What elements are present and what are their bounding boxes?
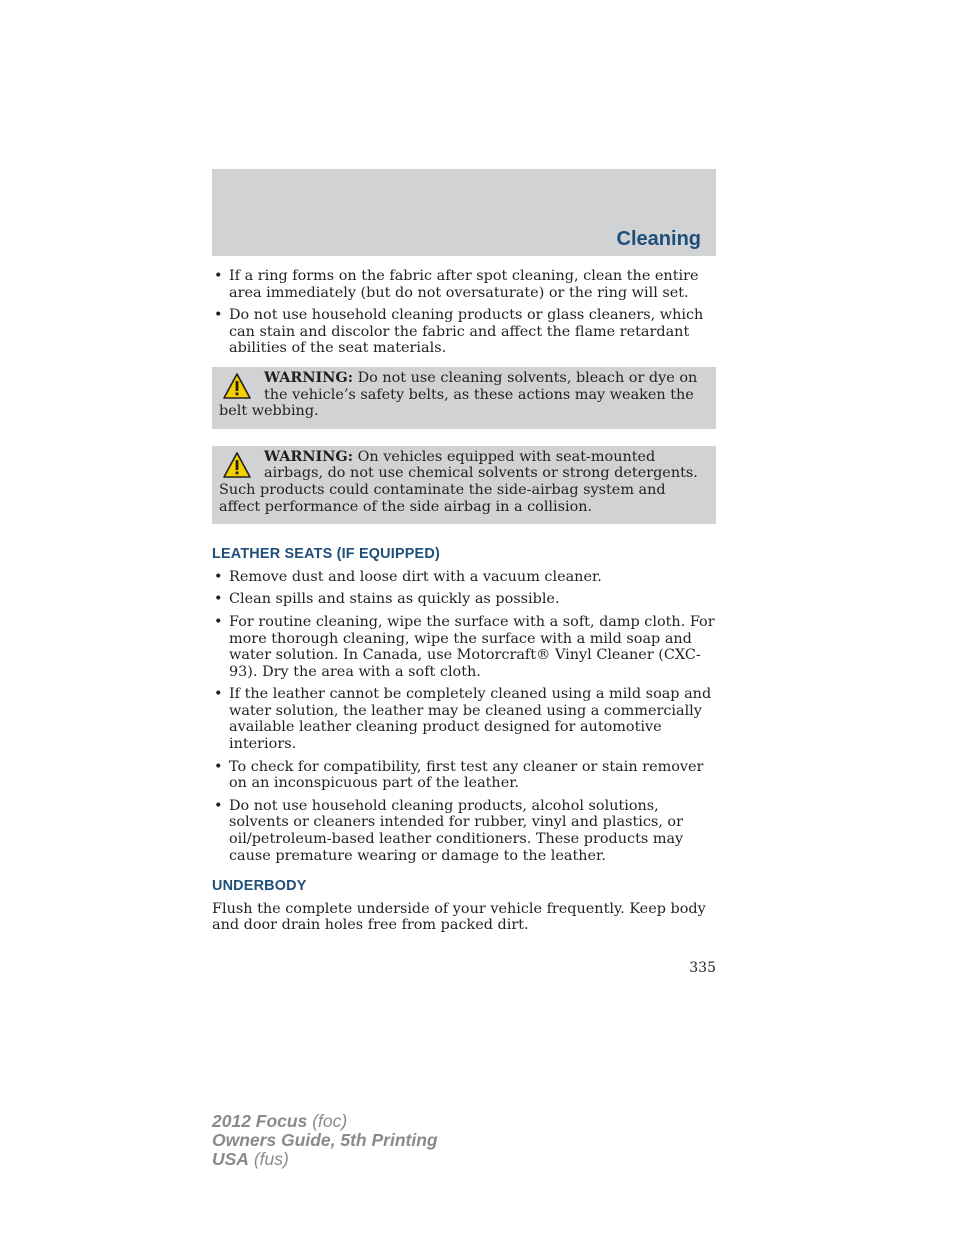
- list-item: • Do not use household cleaning products or glass cleaners, which can stain and discolor the fabric and affect the flame retardant abilities of the seat materials.: [212, 307, 716, 357]
- footer-market-code: (fus): [248, 1149, 289, 1169]
- page-number: 335: [689, 960, 716, 976]
- footer-model-code: (foc): [307, 1111, 348, 1131]
- underbody-paragraph: Flush the complete underside of your vehicle frequently. Keep body and door drain holes free from packed dirt.: [212, 900, 706, 934]
- warning-text: On vehicles equipped with seat-mounted airbags, do not use chemical solvents or strong detergents. Such products could contaminate the side-airbag system and affect performance of the side airbag in a collision.: [219, 448, 698, 515]
- warning-label: WARNING:: [264, 447, 354, 465]
- warning-label: WARNING:: [264, 368, 354, 386]
- document-footer: [212, 1112, 438, 1169]
- warning-box-safety-belts: [212, 367, 716, 429]
- list-item: • Remove dust and loose dirt with a vacuum cleaner.: [212, 569, 716, 586]
- list-item: • To check for compatibility, first test any cleaner or stain remover on an inconspicuous part of the leather.: [212, 759, 716, 792]
- leather-bullet-list: [212, 569, 716, 865]
- warning-text: Do not use cleaning solvents, bleach or dye on the vehicle’s safety belts, as these actions may weaken the belt webbing.: [219, 369, 698, 420]
- footer-market: USA: [212, 1149, 249, 1169]
- leather-seats-heading: LEATHER SEATS (IF EQUIPPED): [212, 546, 440, 563]
- list-item: • For routine cleaning, wipe the surface with a soft, damp cloth. For more thorough cleaning, wipe the surface with a mild soap and water solution. In Canada, use Motorcraft® Vinyl Cleaner (CXC-93). Dry the area with a soft cloth.: [212, 614, 716, 680]
- warning-triangle-icon: [222, 451, 252, 479]
- section-header-band: [212, 169, 716, 256]
- footer-guide-edition: Owners Guide, 5th Printing: [212, 1130, 438, 1150]
- list-item: • Do not use household cleaning products, alcohol solutions, solvents or cleaners intended for rubber, vinyl and plastics, or oil/petroleum-based leather conditioners. These products may cause premature wearing or damage to the leather.: [212, 798, 716, 864]
- page-content: [212, 268, 716, 934]
- underbody-heading: UNDERBODY: [212, 878, 307, 895]
- section-title: Cleaning: [616, 228, 701, 250]
- intro-bullet-list: [212, 268, 716, 357]
- list-item: • If a ring forms on the fabric after spot cleaning, clean the entire area immediately (but do not oversaturate) or the ring will set.: [212, 268, 716, 301]
- list-item: • If the leather cannot be completely cleaned using a mild soap and water solution, the leather may be cleaned using a commercially available leather cleaning product designed for automotive interiors.: [212, 686, 716, 752]
- list-item: • Clean spills and stains as quickly as possible.: [212, 591, 716, 608]
- warning-triangle-icon: [222, 372, 252, 400]
- warning-box-airbags: [212, 446, 716, 524]
- footer-model: 2012 Focus: [212, 1111, 308, 1131]
